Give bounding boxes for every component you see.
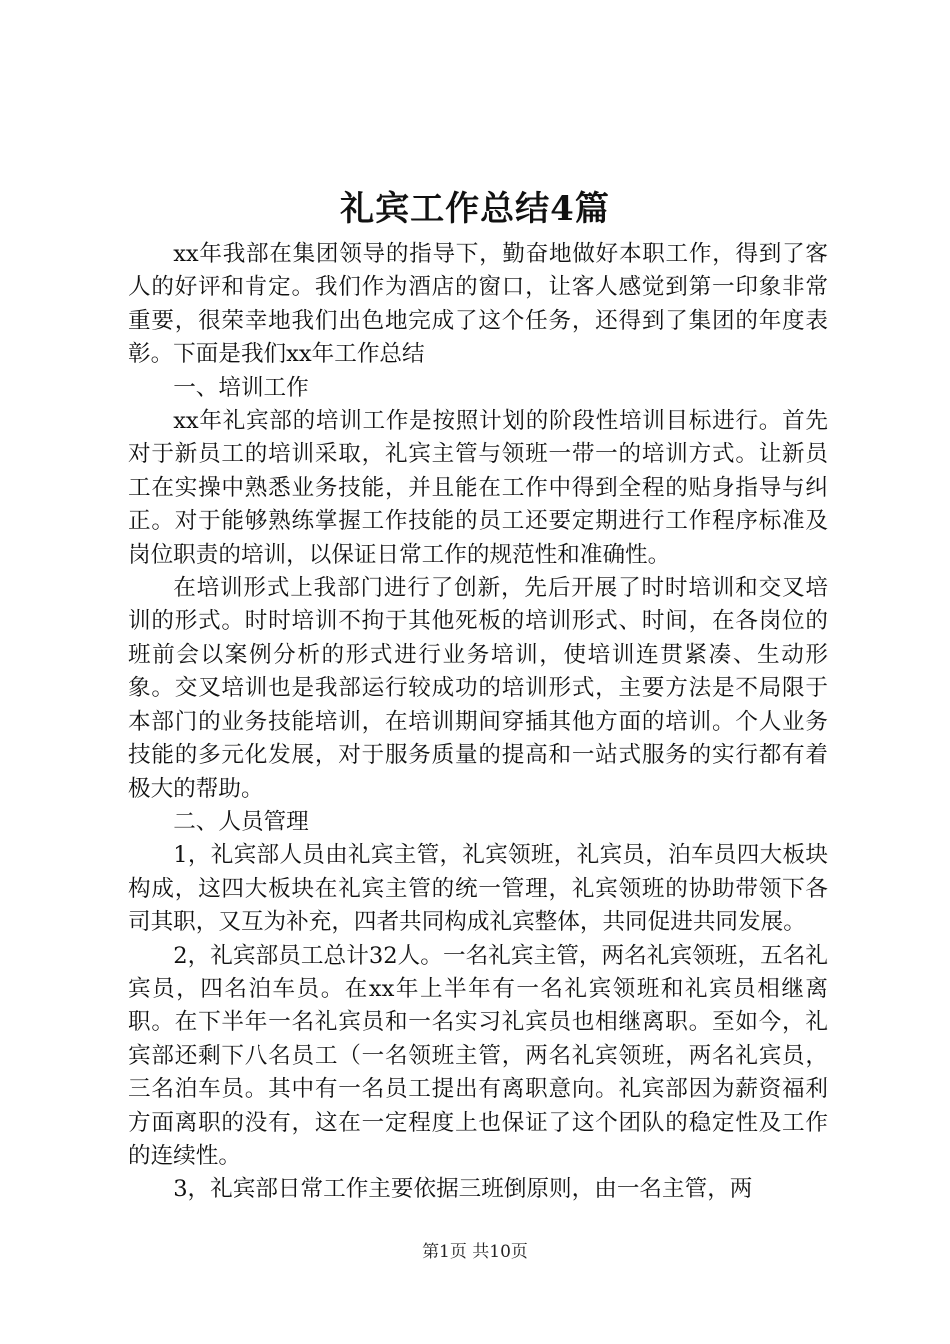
paragraph-staff-count: 2，礼宾部员工总计32人。一名礼宾主管，两名礼宾领班，五名礼宾员，四名泊车员。在xx年上半年有一名礼宾领班和礼宾员相继离职。在下半年一名礼宾员和一名实习礼宾员也相继离职。至如今，礼宾部还剩下八名员工（一名领班主管，两名礼宾领班，两名礼宾员，三名泊车员。其中有一名员工提出有离职意向。礼宾部因为薪资福利方面离职的没有，这在一定程度上也保证了这个团队的稳定性及工作的连续性。 bbox=[128, 942, 828, 1169]
section-heading-staff: 二、人员管理 bbox=[173, 808, 309, 835]
section-heading-training: 一、培训工作 bbox=[173, 374, 309, 401]
paragraph-staff-structure: 1，礼宾部人员由礼宾主管，礼宾领班，礼宾员，泊车员四大板块构成，这四大板块在礼宾主管的统一管理，礼宾领班的协助带领下各司其职，又互为补充，四者共同构成礼宾整体，共同促进共同发展。 bbox=[128, 842, 828, 936]
paragraph-training-forms: 在培训形式上我部门进行了创新，先后开展了时时培训和交叉培训的形式。时时培训不拘于其他死板的培训形式、时间，在各岗位的班前会以案例分析的形式进行业务培训，使培训连贯紧凑、生动形象。交叉培训也是我部运行较成功的培训形式，主要方法是不局限于本部门的业务技能培训，在培训期间穿插其他方面的培训。个人业务技能的多元化发展，对于服务质量的提高和一站式服务的实行都有着极大的帮助。 bbox=[128, 575, 828, 802]
paragraph-training-plan: xx年礼宾部的培训工作是按照计划的阶段性培训目标进行。首先对于新员工的培训采取，礼宾主管与领班一带一的培训方式。让新员工在实操中熟悉业务技能，并且能在工作中得到全程的贴身指导与纠正。对于能够熟练掌握工作技能的员工还要定期进行工作程序标准及岗位职责的培训，以保证日常工作的规范性和准确性。 bbox=[128, 408, 828, 568]
document-body bbox=[128, 238, 828, 1207]
document-title: 礼宾工作总结4篇 bbox=[340, 189, 610, 229]
paragraph-intro: xx年我部在集团领导的指导下，勤奋地做好本职工作，得到了客人的好评和肯定。我们作为酒店的窗口，让客人感觉到第一印象非常重要，很荣幸地我们出色地完成了这个任务，还得到了集团的年度表彰。下面是我们xx年工作总结 bbox=[128, 241, 828, 368]
page-number-footer: 第1页 共10页 bbox=[422, 1242, 528, 1262]
paragraph-shift-schedule: 3，礼宾部日常工作主要依据三班倒原则，由一名主管，两 bbox=[173, 1176, 753, 1203]
